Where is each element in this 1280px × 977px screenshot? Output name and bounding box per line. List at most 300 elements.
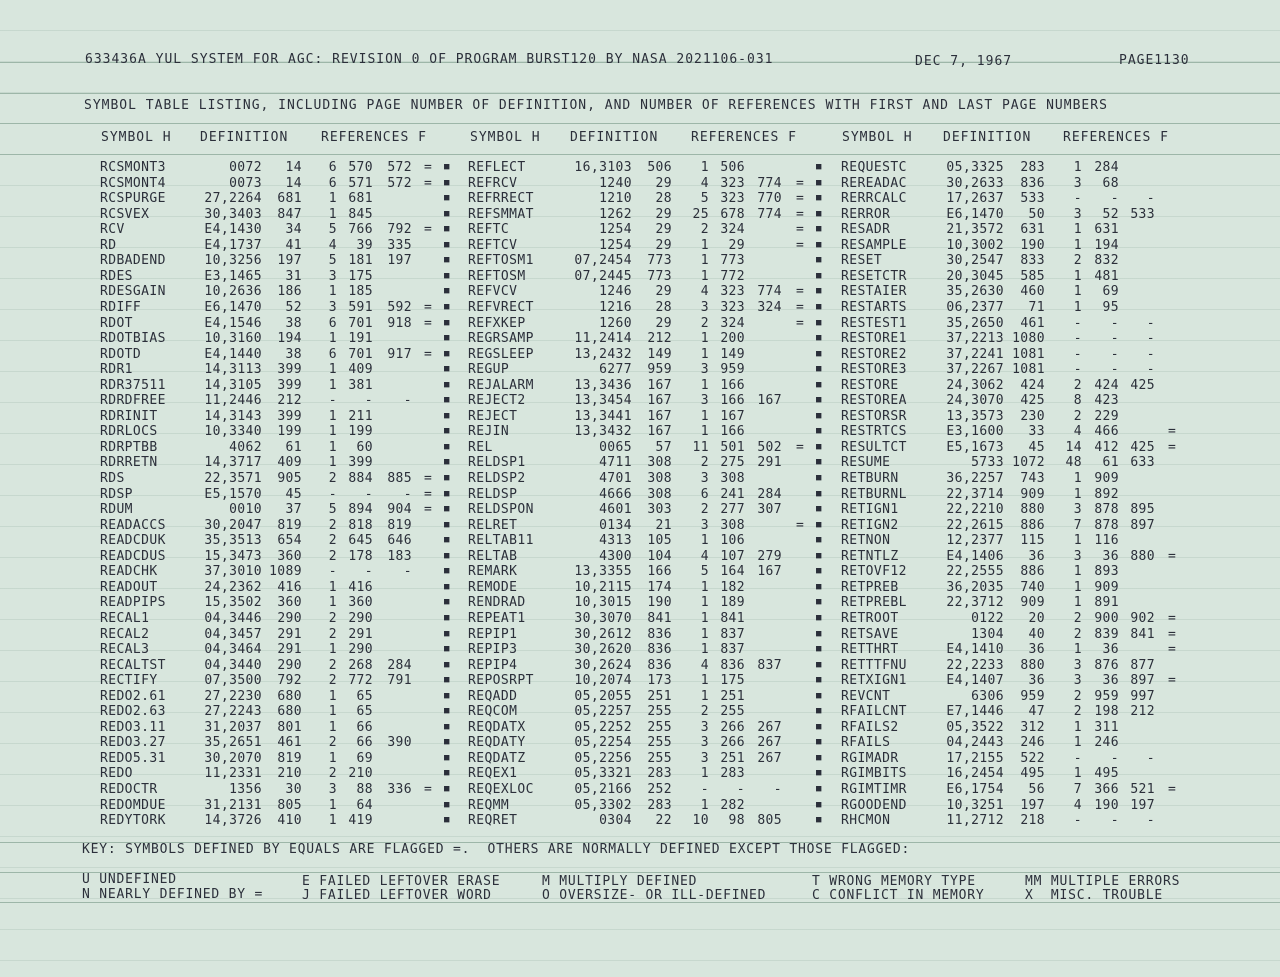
reference-count: 3	[1073, 673, 1082, 689]
flag: =	[1168, 626, 1177, 642]
reference-count: -	[328, 564, 337, 580]
first-page: 419	[348, 813, 373, 829]
reference-count: -	[1073, 346, 1082, 362]
definition-value: 15,3502	[204, 595, 262, 611]
definition-value: 31,2037	[204, 719, 262, 735]
definition-page: 836	[647, 626, 672, 642]
definition-value: 07,2454	[574, 253, 632, 269]
table-row	[0, 409, 1280, 425]
definition-value: 07,2445	[574, 268, 632, 284]
table-row	[0, 207, 1280, 223]
symbol-name: RERRCALC	[841, 191, 907, 207]
first-page: 199	[348, 424, 373, 440]
first-page: 36	[1102, 642, 1119, 658]
definition-page: 197	[1020, 797, 1045, 813]
first-page: 591	[348, 299, 373, 315]
definition-value: 04,3464	[204, 642, 262, 658]
symbol-name: REPIP4	[468, 657, 518, 673]
first-page: 61	[1102, 455, 1119, 471]
definition-page: 210	[277, 766, 302, 782]
last-page: 336	[387, 782, 412, 797]
reference-count: 1	[328, 719, 337, 735]
column-separator: ■	[816, 706, 822, 717]
first-page: 251	[720, 688, 745, 704]
definition-page: 36	[1028, 673, 1045, 689]
first-page: 36	[1102, 548, 1119, 564]
symbol-name: RGIMBITS	[841, 766, 907, 782]
column-separator: ■	[816, 410, 822, 421]
reference-count: -	[1073, 191, 1082, 207]
first-page: 570	[348, 160, 373, 175]
symbol-name: RDRLOCS	[100, 424, 158, 440]
definition-page: 47	[1028, 704, 1045, 720]
flag: =	[796, 206, 805, 222]
column-separator: ■	[816, 488, 822, 499]
last-page: 390	[387, 735, 412, 751]
reference-count: 1	[1073, 486, 1082, 502]
reference-count: 4	[1073, 797, 1082, 813]
definition-value: 30,2047	[204, 517, 262, 533]
symbol-name: RETIGN2	[841, 517, 899, 533]
definition-value: 35,2651	[204, 735, 262, 751]
definition-page: 654	[277, 533, 302, 549]
reference-count: 1	[328, 191, 337, 207]
symbol-name: RESUME	[841, 455, 891, 471]
reference-count: 2	[328, 626, 337, 642]
table-row	[0, 549, 1280, 565]
definition-page: 30	[285, 782, 302, 797]
first-page: 416	[348, 579, 373, 595]
definition-page: 31	[285, 268, 302, 284]
reference-count: -	[1073, 362, 1082, 378]
definition-page: 29	[655, 237, 672, 253]
table-row	[0, 176, 1280, 192]
last-page: 167	[757, 564, 782, 580]
reference-count: 1	[1073, 579, 1082, 595]
key-failed-word: J FAILED LEFTOVER WORD	[302, 888, 492, 903]
first-page: 839	[1094, 626, 1119, 642]
definition-page: 38	[285, 315, 302, 331]
reference-count: 4	[1073, 424, 1082, 440]
column-separator: ■	[444, 737, 450, 748]
reference-count: 2	[1073, 253, 1082, 269]
reference-count: 1	[328, 284, 337, 300]
definition-page: 290	[277, 657, 302, 673]
column-separator: ■	[444, 364, 450, 375]
reference-count: 3	[700, 362, 709, 378]
first-page: 841	[720, 610, 745, 626]
first-page: -	[364, 486, 373, 502]
definition-page: 1072	[1012, 455, 1045, 471]
table-row	[0, 564, 1280, 580]
flag: =	[796, 517, 805, 533]
reference-count: -	[328, 486, 337, 502]
reference-count: -	[328, 393, 337, 409]
reference-count: 1	[700, 268, 709, 284]
definition-value: 05,2055	[574, 688, 632, 704]
reference-count: -	[1073, 750, 1082, 766]
definition-value: 10,2636	[204, 284, 262, 300]
definition-value: 14,3143	[204, 408, 262, 424]
reference-count: 3	[700, 750, 709, 766]
last-page: -	[1146, 331, 1155, 347]
symbol-name: RDOT	[100, 315, 133, 331]
symbol-name: RESTORE2	[841, 346, 907, 362]
first-page: 182	[720, 579, 745, 595]
definition-page: 61	[285, 439, 302, 455]
reference-count: 2	[1073, 610, 1082, 626]
symbol-name: RECAL2	[100, 626, 150, 642]
first-page: 832	[1094, 253, 1119, 269]
column-separator: ■	[816, 612, 822, 623]
symbol-name: RDESGAIN	[100, 284, 166, 300]
column-separator: ■	[444, 286, 450, 297]
last-page: 897	[1130, 673, 1155, 689]
flag: =	[796, 222, 805, 238]
table-row	[0, 455, 1280, 471]
definition-page: 45	[285, 486, 302, 502]
first-page: 878	[1094, 517, 1119, 533]
definition-page: 194	[277, 331, 302, 347]
symbol-name: REGUP	[468, 362, 510, 378]
first-page: 283	[720, 766, 745, 782]
definition-value: 17,2637	[946, 191, 1004, 207]
flag: =	[424, 346, 433, 362]
definition-page: 38	[285, 346, 302, 362]
flag: =	[796, 315, 805, 331]
symbol-name: RDOTBIAS	[100, 331, 166, 347]
symbol-name: RELTAB11	[468, 533, 534, 549]
definition-page: 291	[277, 642, 302, 658]
definition-value: 27,2243	[204, 704, 262, 720]
reference-count: 7	[1073, 517, 1082, 533]
definition-page: 199	[277, 424, 302, 440]
reference-count: 2	[1073, 688, 1082, 704]
definition-page: 167	[647, 393, 672, 409]
symbol-name: RGOODEND	[841, 797, 907, 813]
definition-page: 880	[1020, 502, 1045, 518]
symbol-name: REFXKEP	[468, 315, 526, 331]
last-page: 805	[757, 813, 782, 829]
column-separator: ■	[816, 193, 822, 204]
column-separator: ■	[816, 675, 822, 686]
table-row	[0, 222, 1280, 238]
reference-count: -	[1073, 813, 1082, 829]
definition-value: 30,2612	[574, 626, 632, 642]
symbol-name: REGSLEEP	[468, 346, 534, 362]
first-page: 64	[356, 797, 373, 813]
symbol-name: REFRCV	[468, 175, 518, 191]
last-page: 997	[1130, 688, 1155, 704]
definition-page: 14	[285, 175, 302, 191]
first-page: 88	[356, 782, 373, 797]
reference-count: 2	[328, 471, 337, 486]
table-row	[0, 720, 1280, 736]
symbol-name: REQDATX	[468, 719, 526, 735]
first-page: 409	[348, 362, 373, 378]
definition-value: E3,1600	[946, 424, 1004, 440]
definition-page: 1089	[269, 564, 302, 580]
definition-page: 291	[277, 626, 302, 642]
definition-value: 1254	[599, 222, 632, 238]
last-page: 841	[1130, 626, 1155, 642]
symbol-name: READCDUS	[100, 548, 166, 564]
definition-page: 909	[1020, 595, 1045, 611]
definition-value: 30,2547	[946, 253, 1004, 269]
definition-value: 12,2377	[946, 533, 1004, 549]
key-nearly-defined: N NEARLY DEFINED BY =	[82, 887, 264, 902]
symbol-name: REDO3.27	[100, 735, 166, 751]
last-page: 770	[757, 191, 782, 207]
symbol-name: REMARK	[468, 564, 518, 580]
last-page: 792	[387, 222, 412, 238]
col3-references-header: REFERENCES F	[1063, 130, 1169, 145]
last-page: -	[1146, 346, 1155, 362]
column-separator: ■	[444, 659, 450, 670]
table-row	[0, 627, 1280, 643]
symbol-name: RETOVF12	[841, 564, 907, 580]
first-page: 645	[348, 533, 373, 549]
symbol-name: REQEX1	[468, 766, 518, 782]
symbol-name: RESTORE3	[841, 362, 907, 378]
reference-count: 5	[700, 191, 709, 207]
reference-count: 1	[1073, 471, 1082, 486]
flag: =	[1168, 548, 1177, 564]
flag: =	[424, 299, 433, 315]
reference-count: 48	[1065, 455, 1082, 471]
first-page: 66	[356, 735, 373, 751]
reference-count: 2	[328, 533, 337, 549]
definition-value: 17,2155	[946, 750, 1004, 766]
reference-count: 1	[700, 595, 709, 611]
column-separator: ■	[444, 379, 450, 390]
last-page: 284	[387, 657, 412, 673]
definition-value: 24,2362	[204, 579, 262, 595]
flag: =	[424, 502, 433, 518]
table-row	[0, 751, 1280, 767]
symbol-name: RESTARTS	[841, 299, 907, 315]
definition-page: 255	[647, 704, 672, 720]
column-separator: ■	[444, 721, 450, 732]
definition-page: 308	[647, 486, 672, 502]
definition-value: 35,2630	[946, 284, 1004, 300]
definition-page: 105	[647, 533, 672, 549]
column-separator: ■	[816, 441, 822, 452]
definition-value: 0010	[229, 502, 262, 518]
symbol-name: RETBURNL	[841, 486, 907, 502]
definition-value: 36,2035	[946, 579, 1004, 595]
definition-value: 04,2443	[946, 735, 1004, 751]
reference-count: 10	[692, 813, 709, 829]
flag: =	[424, 471, 433, 486]
definition-value: 6277	[599, 362, 632, 378]
first-page: 836	[720, 657, 745, 673]
key-failed-erase: E FAILED LEFTOVER ERASE	[302, 874, 501, 889]
reference-count: 2	[328, 766, 337, 782]
definition-page: 186	[277, 284, 302, 300]
definition-page: 283	[1020, 160, 1045, 175]
first-page: 878	[1094, 502, 1119, 518]
definition-page: 28	[655, 299, 672, 315]
table-row	[0, 191, 1280, 207]
symbol-name: REDOMDUE	[100, 797, 166, 813]
definition-page: 167	[647, 377, 672, 393]
definition-page: 104	[647, 548, 672, 564]
reference-count: 1	[700, 626, 709, 642]
column-separator: ■	[816, 270, 822, 281]
symbol-name: READCHK	[100, 564, 158, 580]
symbol-name: RCSVEX	[100, 206, 150, 222]
definition-page: 424	[1020, 377, 1045, 393]
reference-count: 2	[328, 735, 337, 751]
header-page: PAGE1130	[1119, 53, 1190, 68]
table-row	[0, 424, 1280, 440]
definition-page: 37	[285, 502, 302, 518]
column-separator: ■	[444, 644, 450, 655]
symbol-name: REDO	[100, 766, 133, 782]
last-page: -	[403, 393, 412, 409]
first-page: 892	[1094, 486, 1119, 502]
definition-page: 303	[647, 502, 672, 518]
definition-value: 4300	[599, 548, 632, 564]
first-page: 246	[1094, 735, 1119, 751]
definition-value: 0134	[599, 517, 632, 533]
definition-value: 6306	[971, 688, 1004, 704]
key-wrong-memory: T WRONG MEMORY TYPE	[812, 874, 976, 889]
symbol-name: RETTTFNU	[841, 657, 907, 673]
table-row	[0, 331, 1280, 347]
reference-count: 2	[700, 455, 709, 471]
reference-count: 11	[692, 439, 709, 455]
definition-value: 05,2256	[574, 750, 632, 766]
definition-page: 29	[655, 206, 672, 222]
symbol-name: RDS	[100, 471, 125, 486]
definition-value: 05,2252	[574, 719, 632, 735]
first-page: 959	[1094, 688, 1119, 704]
definition-page: 255	[647, 719, 672, 735]
last-page: 880	[1130, 548, 1155, 564]
last-page: 521	[1130, 782, 1155, 797]
last-page: 167	[757, 393, 782, 409]
definition-value: 11,2331	[204, 766, 262, 782]
reference-count: 1	[328, 377, 337, 393]
column-separator: ■	[816, 768, 822, 779]
reference-count: 1	[328, 362, 337, 378]
definition-page: 409	[277, 455, 302, 471]
table-row	[0, 284, 1280, 300]
definition-value: 1356	[229, 782, 262, 797]
table-row	[0, 642, 1280, 658]
first-page: 909	[1094, 471, 1119, 486]
first-page: -	[1110, 346, 1119, 362]
column-separator: ■	[816, 597, 822, 608]
first-page: 149	[720, 346, 745, 362]
definition-value: 04,3440	[204, 657, 262, 673]
reference-count: 1	[328, 455, 337, 471]
definition-page: 190	[1020, 237, 1045, 253]
symbol-name: RECTIFY	[100, 673, 158, 689]
col1-symbol-header: SYMBOL H	[101, 130, 172, 145]
definition-page: 36	[1028, 642, 1045, 658]
first-page: 52	[1102, 206, 1119, 222]
definition-value: E7,1446	[946, 704, 1004, 720]
column-separator: ■	[444, 410, 450, 421]
reference-count: -	[1073, 315, 1082, 331]
column-separator: ■	[816, 239, 822, 250]
last-page: 902	[1130, 610, 1155, 626]
last-page: 791	[387, 673, 412, 689]
first-page: 65	[356, 704, 373, 720]
reference-count: 5	[700, 564, 709, 580]
definition-page: 425	[1020, 393, 1045, 409]
symbol-name: RDUM	[100, 502, 133, 518]
definition-page: 255	[647, 750, 672, 766]
column-separator: ■	[444, 162, 450, 172]
last-page: 572	[387, 160, 412, 175]
symbol-name: RELTAB	[468, 548, 518, 564]
table-row	[0, 518, 1280, 534]
reference-count: 2	[1073, 626, 1082, 642]
first-page: 166	[720, 424, 745, 440]
symbol-name: RESET	[841, 253, 883, 269]
reference-count: 1	[700, 688, 709, 704]
definition-page: 283	[647, 797, 672, 813]
symbol-name: RELDSPON	[468, 502, 534, 518]
first-page: 185	[348, 284, 373, 300]
last-page: -	[1146, 750, 1155, 766]
first-page: 876	[1094, 657, 1119, 673]
last-page: 918	[387, 315, 412, 331]
symbol-name: REDO2.63	[100, 704, 166, 720]
definition-value: E4,1430	[204, 222, 262, 238]
symbol-name: REJECT2	[468, 393, 526, 409]
definition-page: 522	[1020, 750, 1045, 766]
reference-count: 2	[328, 610, 337, 626]
column-separator: ■	[444, 441, 450, 452]
first-page: 166	[720, 377, 745, 393]
table-row	[0, 316, 1280, 332]
flag: =	[796, 237, 805, 253]
column-separator: ■	[444, 473, 450, 483]
first-page: 29	[728, 237, 745, 253]
first-page: 845	[348, 206, 373, 222]
key-conflict: C CONFLICT IN MEMORY	[812, 888, 985, 903]
first-page: 189	[720, 595, 745, 611]
definition-value: 05,2166	[574, 782, 632, 797]
column-separator: ■	[444, 784, 450, 794]
definition-page: 21	[655, 517, 672, 533]
definition-page: 360	[277, 595, 302, 611]
reference-count: 1	[700, 610, 709, 626]
definition-page: 416	[277, 579, 302, 595]
column-separator: ■	[816, 379, 822, 390]
last-page: 533	[1130, 206, 1155, 222]
first-page: 175	[720, 673, 745, 689]
symbol-name: RGIMTIMR	[841, 782, 907, 797]
first-page: 98	[728, 813, 745, 829]
column-separator: ■	[816, 177, 822, 188]
first-page: 251	[720, 750, 745, 766]
table-row	[0, 502, 1280, 518]
col2-references-header: REFERENCES F	[691, 130, 797, 145]
definition-value: 1246	[599, 284, 632, 300]
definition-value: 11,2446	[204, 393, 262, 409]
symbol-name: RENDRAD	[468, 595, 526, 611]
definition-value: 37,2241	[946, 346, 1004, 362]
last-page: 897	[1130, 517, 1155, 533]
definition-page: 190	[647, 595, 672, 611]
symbol-name: RCSMONT4	[100, 175, 166, 191]
